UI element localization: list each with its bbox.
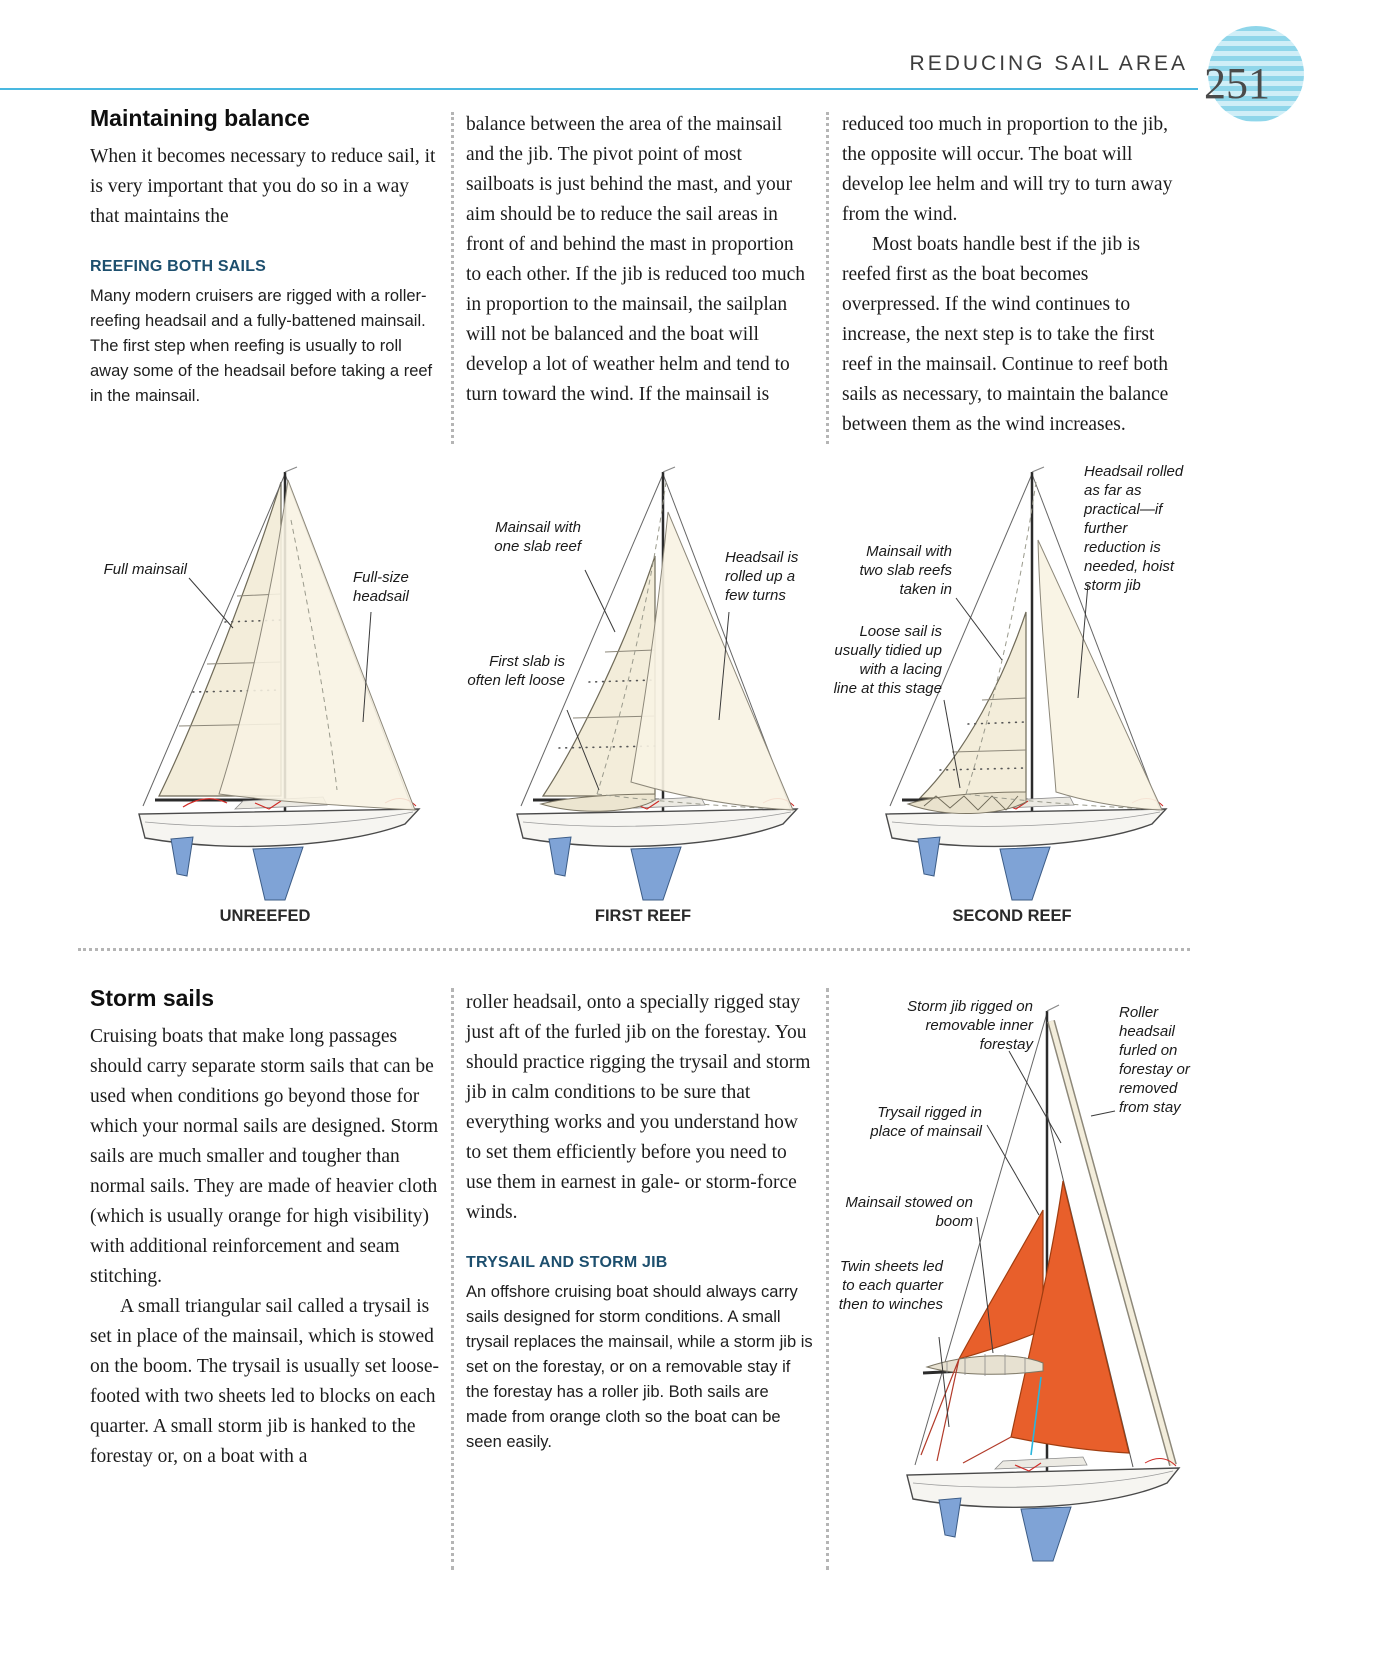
label-trysail-in-place: Trysail rigged in place of mainsail (870, 1104, 982, 1140)
column-2-top (466, 110, 811, 410)
column-separator (826, 988, 829, 1570)
reefing-both-sails-text: Many modern cruisers are rigged with a roller-reefing headsail and a fully-battened mainsail. The first step when reefing is usually to roll away some of the headsail before taking a reef in the mainsail. (90, 287, 433, 405)
masthead-fly (1047, 1005, 1059, 1011)
section-heading-storm-sails: Storm sails (90, 985, 214, 1011)
storm-sails-col1-p1: Cruising boats that make long passages should carry separate storm sails that can be used when conditions go beyond those for which your normal sails are designed. Storm sails are much smaller and tougher than normal sails. They are made of heavier cloth (which is usually orange for high visibility) with additional reinforcement and seam stitching. (90, 1026, 439, 1287)
label-two-slab-reefs: Mainsail with two slab reefs taken in (859, 543, 952, 598)
column-separator (826, 112, 829, 444)
label-roller-headsail-furled: Roller headsail furled on forestay or removed from stay (1119, 1004, 1190, 1116)
section-separator (78, 948, 1190, 951)
column-1-bottom (90, 985, 442, 1472)
label-loose-sail-lacing: Loose sail is usually tidied up with a lacing line at this stage (833, 623, 942, 697)
maintaining-balance-col3-p2: Most boats handle best if the jib is reefed first as the boat becomes overpressed. If the wind continues to increase, the next step is to take the first reef in the mainsail. Continue to reef both sails as necessary, to maintain the balance between them as the wind increases. (842, 234, 1169, 435)
caption-second-reef: SECOND REEF (952, 907, 1072, 925)
sailboat-unreefed-illustration (85, 460, 445, 935)
maintaining-balance-col2: balance between the area of the mainsail and the jib. The pivot point of most sailboats is just behind the mast, and your aim should be to reduce the sail areas in front of and behind the mast in proportion to each other. If the jib is reduced too much in proportion to the mainsail, the sailplan will not be balanced and the boat will develop a lot of weather helm and tend to turn toward the wind. If the mainsail is (466, 114, 805, 405)
storm-sails-col1-p2: A small triangular sail called a trysail is set in place of the mainsail, which is stowed on the boom. The trysail is usually set loose-footed with two sheets led to blocks on each quarter. A small storm jib is hanked to the forestay or, on a boat with a (90, 1296, 439, 1467)
header-rule (0, 88, 1198, 90)
caption-unreefed: UNREEFED (219, 907, 311, 925)
storm-sails-col2-p1: roller headsail, onto a specially rigged stay just aft of the furled jib on the forestay. You should practice rigging the trysail and storm jib in calm conditions to be sure that everything works and you understand how to set them efficiently before you need to use them in earnest in gale- or storm-force winds. (466, 992, 811, 1223)
page-number: 251 (1204, 59, 1270, 108)
trysail-storm-jib-text: An offshore cruising boat should always carry sails designed for storm conditions. A small trysail replaces the mainsail, while a storm jib is set on the forestay, or on a removable stay if the forestay has a roller jib. Both sails are made from orange cloth so the boat can be seen easily. (466, 1283, 813, 1451)
label-storm-jib-inner-forestay: Storm jib rigged on removable inner forestay (907, 998, 1033, 1053)
label-headsail-rolled-few-turns: Headsail is rolled up a few turns (725, 549, 799, 604)
subhead-trysail-storm-jib: TRYSAIL AND STORM JIB (466, 1254, 668, 1271)
column-2-bottom (466, 988, 814, 1455)
caption-first-reef: FIRST REEF (594, 907, 692, 925)
diagram-first-reef (463, 460, 823, 935)
column-1-top (90, 105, 442, 409)
diagram-second-reef (832, 460, 1192, 935)
column-3-top (842, 110, 1187, 440)
label-twin-sheets: Twin sheets led to each quarter then to winches (838, 1258, 943, 1313)
label-first-slab-left-loose: First slab is often left loose (467, 653, 565, 689)
label-full-size-headsail: Full-size headsail (353, 569, 409, 605)
maintaining-balance-col3-p1: reduced too much in proportion to the jib, the opposite will occur. The boat will develop lee helm and will try to turn away from the wind. (842, 114, 1173, 225)
maintaining-balance-intro: When it becomes necessary to reduce sail, it is very important that you do so in a way that maintains the (90, 146, 436, 227)
hull (907, 1457, 1179, 1561)
diagram-storm-sails (835, 985, 1195, 1580)
label-mainsail-stowed: Mainsail stowed on boom (845, 1194, 973, 1230)
section-heading-maintaining-balance: Maintaining balance (90, 105, 310, 131)
label-full-mainsail: Full mainsail (103, 561, 187, 578)
label-mainsail-one-slab-reef: Mainsail with one slab reef (494, 519, 581, 555)
column-separator (451, 112, 454, 444)
subhead-reefing-both-sails: REEFING BOTH SAILS (90, 258, 267, 275)
column-separator (451, 988, 454, 1570)
page-header-title: REDUCING SAIL AREA (909, 52, 1188, 75)
label-headsail-rolled-far: Headsail rolled as far as practical—if further reduction is needed, hoist storm jib (1084, 463, 1184, 594)
trysail (959, 1210, 1043, 1359)
diagram-unreefed (85, 460, 445, 935)
